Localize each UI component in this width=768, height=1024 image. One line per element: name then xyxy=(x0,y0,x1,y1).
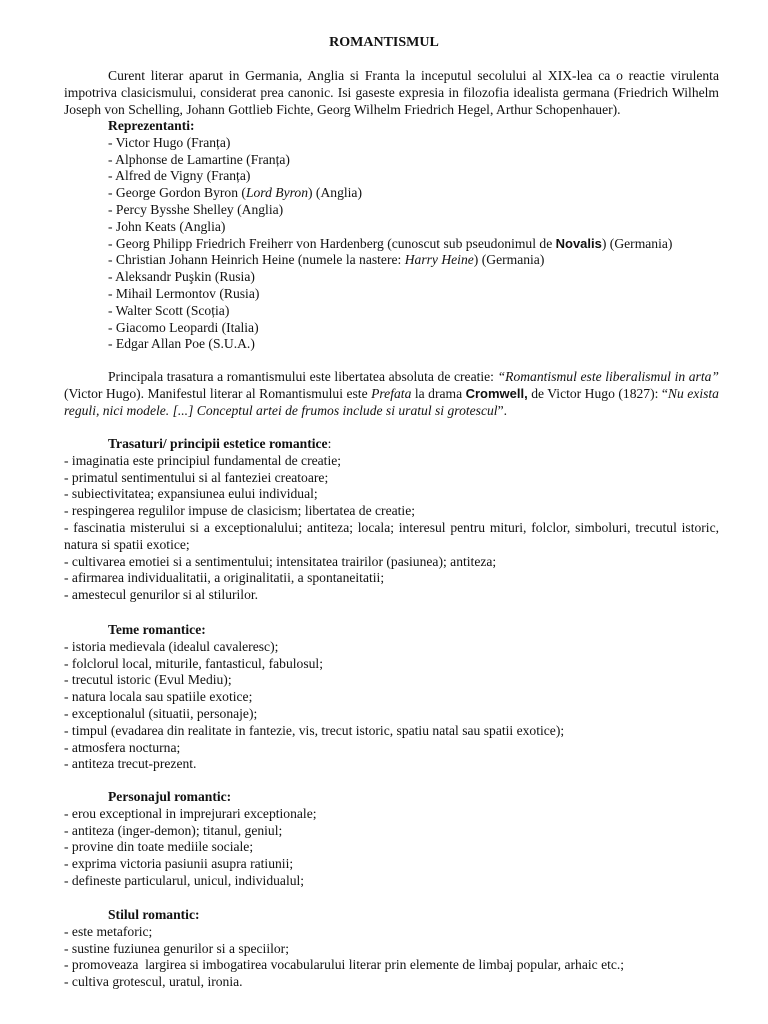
list-item: - primatul sentimentului si al fanteziei creatoare; xyxy=(64,469,329,485)
stil-heading: Stilul romantic: xyxy=(108,907,200,922)
teme-section xyxy=(64,622,719,773)
principal-paragraph: Principala trasatura a romantismului este libertatea absoluta de creatie: “Romantismul este liberalismul in arta” (Victor Hugo). Manifestul literar al Romantismului este Prefata la drama Cromwell, de Victor Hugo (1827): “Nu exista reguli, nici modele. [...] Conceptul artei de frumos include si uratul si grotescul”. xyxy=(64,369,719,418)
list-item: - trecutul istoric (Evul Mediu); xyxy=(64,672,232,688)
list-item: - imaginatia este principiul fundamental de creatie; xyxy=(64,452,342,468)
list-item: - este metaforic; xyxy=(64,923,153,939)
stil-section xyxy=(64,907,719,991)
list-item: - antiteza trecut-prezent. xyxy=(64,756,197,772)
list-item: - Georg Philipp Friedrich Freiherr von Hardenberg (cunoscut sub pseudonimul de Novalis) (Germania) xyxy=(108,235,673,251)
page-title: ROMANTISMUL xyxy=(329,35,439,50)
list-item: - defineste particularul, unicul, individualul; xyxy=(64,872,305,888)
list-item: - Mihail Lermontov (Rusia) xyxy=(108,285,260,301)
list-item: - Walter Scott (Scoția) xyxy=(108,302,230,318)
list-item: - Alfred de Vigny (Franța) xyxy=(108,168,251,184)
list-item: - exprima victoria pasiunii asupra ratiunii; xyxy=(64,856,294,872)
intro-paragraph: Curent literar aparut in Germania, Anglia si Franta la inceputul secolului al XIX-lea ca o reactie virulenta impotriva clasicismului, considerat prea canonic. Isi gaseste expresia in filozofia idealista germana (Friedrich Wilhelm Joseph von Schelling, Johann Gottlieb Fichte, Georg Wilhelm Friedrich Hegel, Arthur Schopenhauer). xyxy=(64,68,719,117)
list-item: - natura locala sau spatiile exotice; xyxy=(64,689,253,705)
list-item: - Victor Hugo (Franța) xyxy=(108,134,231,150)
list-item: - George Gordon Byron (Lord Byron) (Anglia) xyxy=(108,185,362,201)
list-item: - amestecul genurilor si al stilurilor. xyxy=(64,587,259,603)
list-item: - Edgar Allan Poe (S.U.A.) xyxy=(108,336,255,352)
list-item: - Alphonse de Lamartine (Franța) xyxy=(108,151,290,167)
representatives-list xyxy=(64,135,719,353)
list-item: - cultiva grotescul, uratul, ironia. xyxy=(64,974,243,990)
list-item: - istoria medievala (idealul cavaleresc); xyxy=(64,638,279,654)
list-item: - timpul (evadarea din realitate in fantezie, vis, trecut istoric, spatiu natal sau spatii exotice); xyxy=(64,722,565,738)
list-item: - Percy Bysshe Shelley (Anglia) xyxy=(108,201,284,217)
trasaturi-section xyxy=(64,436,719,604)
list-item: - Christian Johann Heinrich Heine (numele la nastere: Harry Heine) (Germania) xyxy=(108,252,545,268)
list-item: - erou exceptional in imprejurari exceptionale; xyxy=(64,805,317,821)
personaj-section xyxy=(64,789,719,890)
list-item: - folclorul local, miturile, fantasticul, fabulosul; xyxy=(64,655,323,671)
personaj-heading: Personajul romantic: xyxy=(108,789,232,804)
list-item: - subiectivitatea; expansiunea eului individual; xyxy=(64,486,318,502)
trasaturi-heading: Trasaturi/ principii estetice romantice: xyxy=(108,436,332,451)
teme-heading: Teme romantice: xyxy=(108,622,206,637)
list-item: - sustine fuziunea genurilor si a speciilor; xyxy=(64,940,289,956)
list-item: - Aleksandr Puşkin (Rusia) xyxy=(108,269,255,285)
list-item: - afirmarea individualitatii, a originalitatii, a spontaneitatii; xyxy=(64,570,385,586)
list-item: - fascinatia misterului si a exceptionalului; antiteza; locala; interesul pentru mituri, folclor, simboluri, trecutul istoric, natura si spatii exotice; xyxy=(64,519,719,552)
list-item: - atmosfera nocturna; xyxy=(64,739,181,755)
list-item: - cultivarea emotiei si a sentimentului; intensitatea trairilor (pasiunea); antiteza; xyxy=(64,553,497,569)
representatives-section xyxy=(64,118,719,353)
list-item: - respingerea regulilor impuse de clasicism; libertatea de creatie; xyxy=(64,503,416,519)
list-item: - provine din toate mediile sociale; xyxy=(64,839,254,855)
list-item: - antiteza (inger-demon); titanul, geniul; xyxy=(64,822,283,838)
list-item: - promoveaza largirea si imbogatirea vocabularului literar prin elemente de limbaj popular, arhaic etc.; xyxy=(64,957,625,973)
list-item: - exceptionalul (situatii, personaje); xyxy=(64,705,258,721)
representatives-heading: Reprezentanti: xyxy=(108,118,195,133)
list-item: - Giacomo Leopardi (Italia) xyxy=(108,319,259,335)
list-item: - John Keats (Anglia) xyxy=(108,218,226,234)
